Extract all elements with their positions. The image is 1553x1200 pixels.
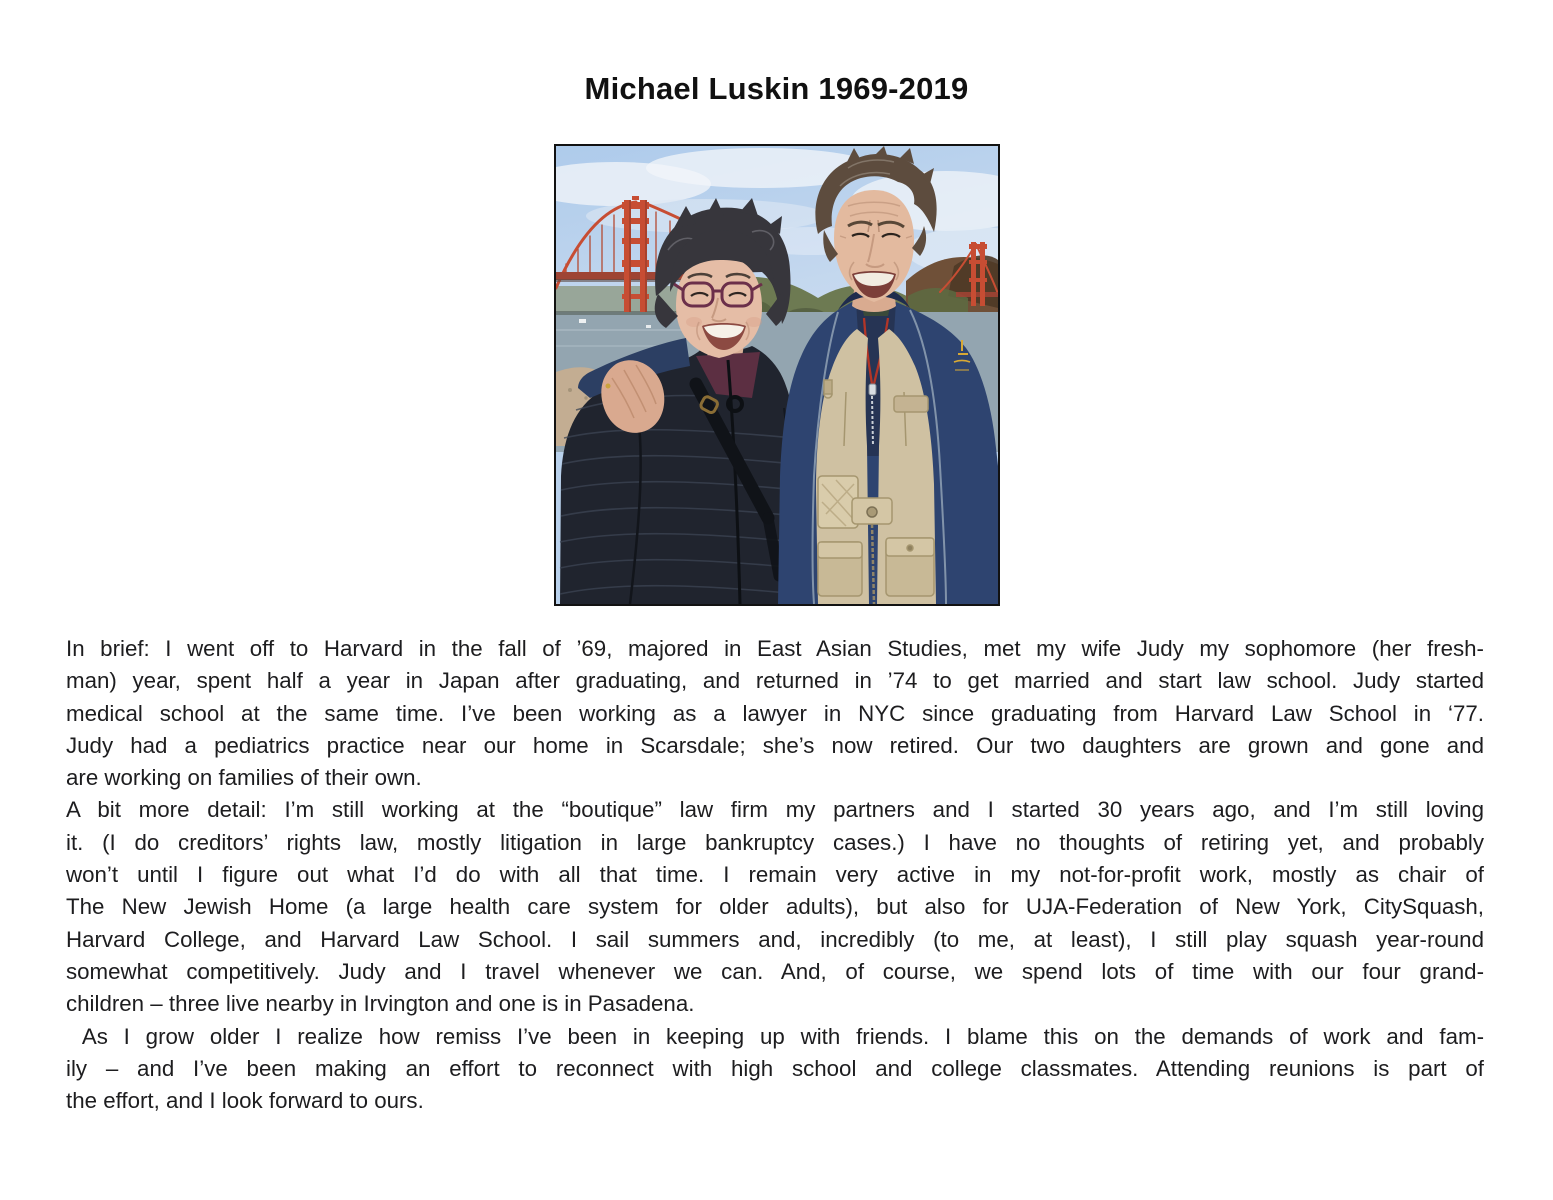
text-line: Harvard College, and Harvard Law School. I sail summers and, incredibly (to me, at least), I still play squash year-round: [66, 926, 1484, 952]
paragraph: [66, 633, 1484, 794]
text-line: medical school at the same time. I’ve been working as a lawyer in NYC since graduating from Harvard Law School in ‘77.: [66, 700, 1484, 726]
text-line: the effort, and I look forward to ours.: [66, 1088, 424, 1114]
couple-photo: [554, 144, 1000, 606]
text-line: As I grow older I realize how remiss I’ve been in keeping up with friends. I blame this on the demands of work and fam-: [66, 1023, 1484, 1049]
text-line: somewhat competitively. Judy and I travel whenever we can. And, of course, we spend lots of time with our four grand-: [66, 958, 1484, 984]
text-line: children – three live nearby in Irvington and one is in Pasadena.: [66, 991, 695, 1017]
text-line: Judy had a pediatrics practice near our home in Scarsdale; she’s now retired. Our two daughters are grown and gone and: [66, 732, 1484, 758]
text-line: In brief: I went off to Harvard in the fall of ’69, majored in East Asian Studies, met my wife Judy my sophomore (her fresh-: [66, 636, 1484, 661]
zipper-pull: [869, 384, 876, 395]
article: [66, 633, 1484, 1117]
paragraph: [66, 1021, 1484, 1118]
text-line: The New Jewish Home (a large health care system for older adults), but also for UJA-Federation of New York, CitySquash,: [66, 894, 1484, 920]
couple-photo-graphic: [556, 146, 998, 604]
text-line: ily – and I’ve been making an effort to reconnect with high school and college classmates. Attending reunions is part of: [66, 1055, 1484, 1081]
text-line: won’t until I figure out what I’d do with all that time. I remain very active in my not-for-profit work, mostly as chair of: [66, 862, 1484, 888]
ring: [606, 384, 611, 389]
boat: [579, 319, 586, 323]
page-title: Michael Luskin 1969-2019: [584, 71, 969, 106]
text-line: are working on families of their own.: [66, 765, 422, 791]
text-line: it. (I do creditors’ rights law, mostly litigation in large bankruptcy cases.) I have no thoughts of retiring yet, and probably: [66, 829, 1484, 855]
text-line: A bit more detail: I’m still working at the “boutique” law firm my partners and I started 30 years ago, and I’m still loving: [66, 797, 1484, 823]
boat: [646, 325, 651, 328]
text-line: man) year, spent half a year in Japan after graduating, and returned in ’74 to get married and start law school. Judy started: [66, 668, 1484, 694]
paragraph: [66, 794, 1484, 1020]
